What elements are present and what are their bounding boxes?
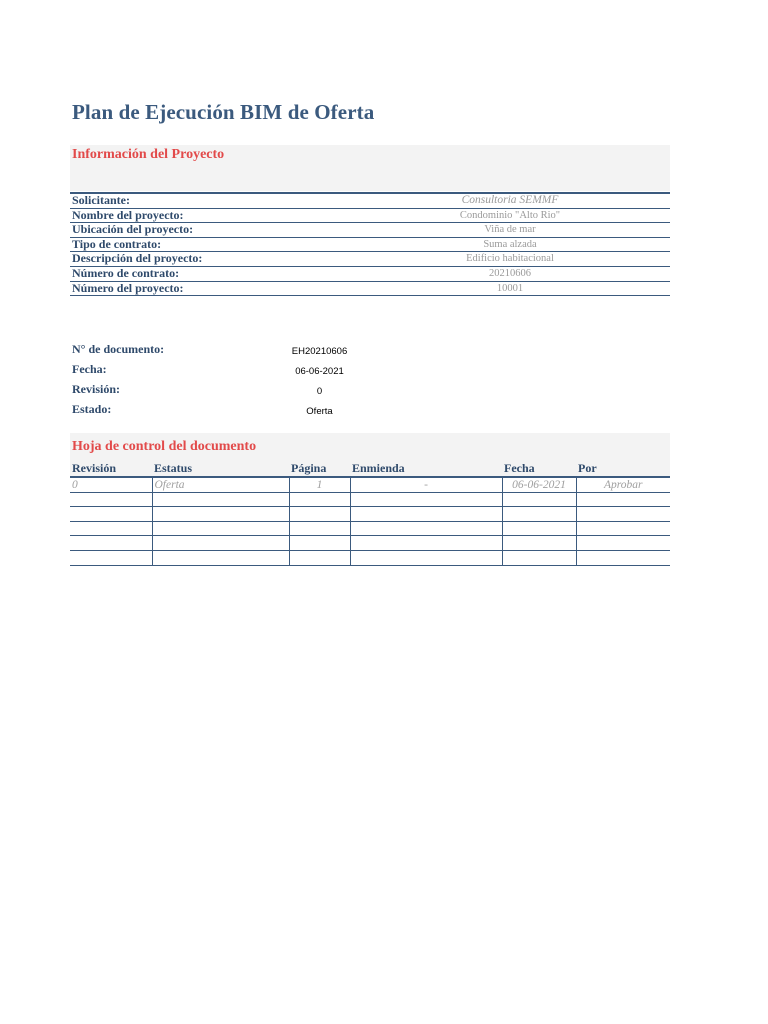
meta-label: Revisión: [72,382,120,396]
info-label: Número de contrato: [72,265,180,280]
project-info-table [70,192,670,296]
info-label: Descripción del proyecto: [72,251,203,266]
info-row-solicitante [70,194,670,209]
cell-revision [70,507,152,522]
info-label: Número del proyecto: [72,280,184,295]
meta-value: 0 [316,386,323,397]
col-header-pagina: Página [289,460,350,477]
info-value: Consultoria SEMMF [461,194,559,206]
cell-por [576,550,670,565]
col-header-estatus: Estatus [152,460,289,477]
meta-value: EH20210606 [291,346,348,357]
table-row [70,477,670,492]
info-row-descripcion [70,252,670,267]
cell-fecha [502,507,576,522]
info-value: Condominio "Alto Rio" [459,209,561,221]
info-row-ubicacion [70,223,670,238]
meta-value: 06-06-2021 [295,366,344,377]
control-sheet-title: Hoja de control del documento [72,439,257,454]
control-sheet-table [70,460,670,566]
cell-enmienda: - [350,477,502,492]
table-row [70,492,670,507]
table-row [70,536,670,551]
cell-pagina [289,492,350,507]
cell-estatus [152,507,289,522]
table-row [70,521,670,536]
cell-fecha [502,550,576,565]
cell-por: Aprobar [576,477,670,492]
meta-label: Estado: [72,402,112,416]
info-value: Edificio habitacional [466,253,554,265]
cell-pagina [289,536,350,551]
col-header-enmienda: Enmienda [350,460,502,477]
meta-label: Fecha: [72,362,107,376]
cell-revision [70,521,152,536]
cell-enmienda [350,507,502,522]
col-header-por: Por [576,460,670,477]
cell-fecha [502,492,576,507]
page-title: Plan de Ejecución BIM de Oferta [72,100,375,124]
info-label: Ubicación del proyecto: [72,222,194,237]
table-row [70,507,670,522]
info-row-numero-contrato [70,267,670,282]
info-row-numero-proyecto [70,282,670,297]
cell-estatus [152,536,289,551]
cell-estatus: Oferta [152,477,289,492]
cell-por [576,536,670,551]
cell-por [576,507,670,522]
cell-revision [70,536,152,551]
meta-value: Oferta [306,406,333,417]
cell-enmienda [350,550,502,565]
info-value: 10001 [496,282,524,294]
cell-por [576,492,670,507]
info-value: 20210606 [489,267,531,279]
cell-pagina [289,521,350,536]
cell-revision [70,550,152,565]
cell-pagina [289,507,350,522]
table-row [70,550,670,565]
info-label: Nombre del proyecto: [72,207,184,222]
info-label: Solicitante: [72,193,130,207]
table-header-row [70,460,670,477]
cell-estatus [152,492,289,507]
cell-por [576,521,670,536]
cell-pagina [289,550,350,565]
info-row-tipo-contrato [70,238,670,253]
cell-enmienda [350,521,502,536]
meta-label: N° de documento: [72,342,165,356]
cell-enmienda [350,536,502,551]
cell-estatus [152,521,289,536]
cell-pagina: 1 [289,477,350,492]
info-value: Suma alzada [483,238,537,250]
cell-fecha: 06-06-2021 [502,477,576,492]
cell-revision: 0 [70,477,152,492]
cell-enmienda [350,492,502,507]
info-row-nombre [70,209,670,224]
col-header-fecha: Fecha [502,460,576,477]
info-value: Viña de mar [484,224,536,236]
cell-fecha [502,521,576,536]
cell-estatus [152,550,289,565]
col-header-revision: Revisión [70,460,152,477]
cell-fecha [502,536,576,551]
info-label: Tipo de contrato: [72,236,162,251]
project-info-title: Información del Proyecto [72,147,225,162]
cell-revision [70,492,152,507]
